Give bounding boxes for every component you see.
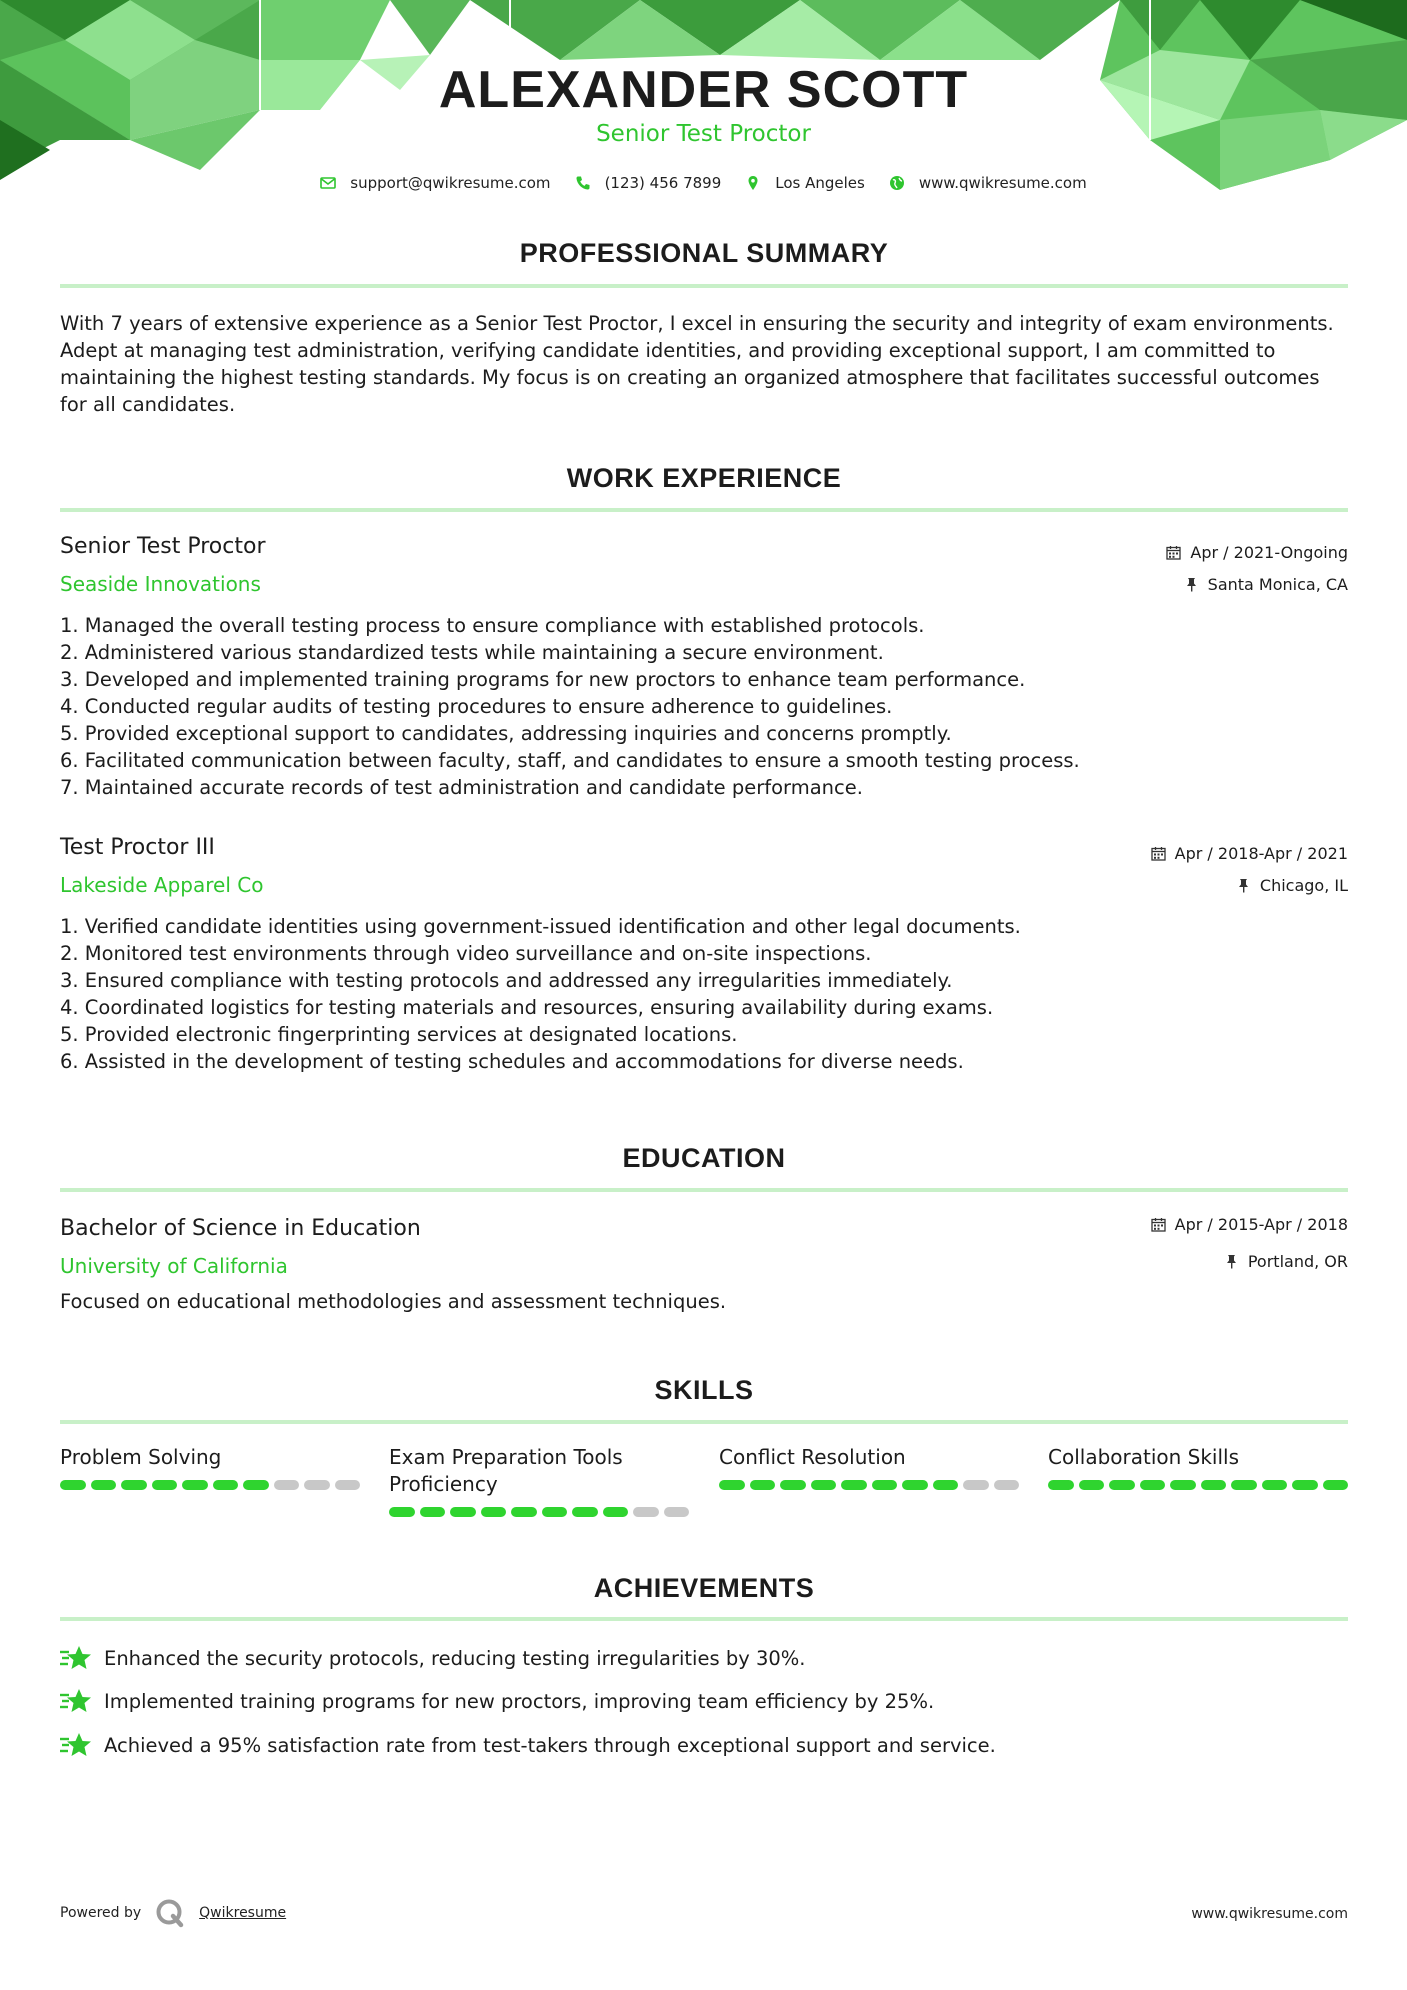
powered-by-label: Powered by	[60, 1905, 142, 1921]
list-item: 1. Verified candidate identities using government-issued identification and other legal documents.	[60, 915, 1021, 938]
skill-level-segment-empty	[335, 1480, 361, 1490]
skill-level-segment-filled	[572, 1507, 598, 1517]
contact-location	[745, 174, 865, 192]
job-dates-text: Apr / 2018-Apr / 2021	[1174, 844, 1348, 863]
list-item: 2. Administered various standardized tests while maintaining a secure environment.	[60, 641, 884, 664]
skill-level-segment-filled	[902, 1480, 928, 1490]
job-location	[1184, 575, 1348, 594]
job-location	[1236, 876, 1348, 895]
skill-level-segment-filled	[389, 1507, 415, 1517]
qwikresume-logo-icon	[155, 1898, 185, 1928]
skill-level-segment-filled	[243, 1480, 269, 1490]
achievement-text: Achieved a 95% satisfaction rate from test-takers through exceptional support and service.	[104, 1733, 996, 1757]
candidate-role: Senior Test Proctor	[596, 121, 811, 147]
star-award-icon	[60, 1686, 92, 1716]
skill-level-segment-filled	[811, 1480, 837, 1490]
skill-level-segment-filled	[152, 1480, 178, 1490]
list-item: 4. Conducted regular audits of testing procedures to ensure adherence to guidelines.	[60, 695, 893, 718]
skill-level-segment-filled	[481, 1507, 507, 1517]
contact-website[interactable]	[889, 174, 1087, 192]
list-item: 1. Managed the overall testing process to ensure compliance with established protocols.	[60, 614, 925, 637]
education-description: Focused on educational methodologies and assessment techniques.	[60, 1290, 727, 1313]
footer-powered-by	[60, 1898, 286, 1928]
skill-level-segment-empty	[274, 1480, 300, 1490]
globe-icon	[889, 175, 905, 191]
achievements-heading: ACHIEVEMENTS	[593, 1573, 815, 1603]
pushpin-icon	[1184, 577, 1199, 592]
skill-level-segment-filled	[91, 1480, 117, 1490]
skill-level-segment-filled	[1201, 1480, 1227, 1490]
skill-level-segment-filled	[1109, 1480, 1135, 1490]
pushpin-icon	[1236, 878, 1251, 893]
experience-heading: WORK EXPERIENCE	[566, 463, 842, 493]
experience-divider	[60, 508, 1348, 512]
list-item: 5. Provided exceptional support to candidates, addressing inquiries and concerns promptly.	[60, 722, 952, 745]
skill-item	[719, 1444, 1019, 1490]
skills-heading: SKILLS	[654, 1375, 754, 1405]
summary-heading: PROFESSIONAL SUMMARY	[519, 238, 889, 268]
skill-name: Conflict Resolution	[719, 1445, 906, 1469]
calendar-icon	[1166, 545, 1181, 560]
education-school: University of California	[60, 1254, 288, 1278]
skill-level-segment-filled	[780, 1480, 806, 1490]
skill-level-bar	[1048, 1480, 1348, 1490]
skill-level-segment-empty	[633, 1507, 659, 1517]
skill-item	[1048, 1444, 1348, 1490]
education-dates-text: Apr / 2015-Apr / 2018	[1174, 1215, 1348, 1234]
list-item: 2. Monitored test environments through video surveillance and on-site inspections.	[60, 942, 872, 965]
skill-level-segment-filled	[719, 1480, 745, 1490]
job-responsibilities	[60, 612, 1348, 801]
summary-divider	[60, 284, 1348, 288]
skill-item	[389, 1444, 689, 1517]
skill-name: Problem Solving	[60, 1445, 222, 1469]
skill-level-bar	[719, 1480, 1019, 1490]
skill-level-segment-empty	[304, 1480, 330, 1490]
skill-level-segment-filled	[182, 1480, 208, 1490]
achievement-text: Enhanced the security protocols, reducing testing irregularities by 30%.	[104, 1646, 806, 1670]
contact-website-text: www.qwikresume.com	[918, 174, 1087, 192]
list-item: 6. Assisted in the development of testing schedules and accommodations for diverse needs.	[60, 1050, 964, 1073]
skill-level-segment-filled	[1140, 1480, 1166, 1490]
pushpin-icon	[1224, 1254, 1239, 1269]
skill-level-bar	[389, 1507, 689, 1517]
skill-level-segment-filled	[511, 1507, 537, 1517]
achievements-divider	[60, 1617, 1348, 1621]
education-location-text: Portland, OR	[1247, 1252, 1348, 1271]
list-item: 5. Provided electronic fingerprinting services at designated locations.	[60, 1023, 738, 1046]
list-item: 4. Coordinated logistics for testing materials and resources, ensuring availability during exams.	[60, 996, 994, 1019]
skill-level-segment-filled	[1048, 1480, 1074, 1490]
skill-item	[60, 1444, 360, 1490]
contact-bar	[0, 174, 1407, 192]
job-location-text: Santa Monica, CA	[1207, 575, 1348, 594]
achievement-item	[60, 1643, 806, 1673]
skill-level-segment-filled	[1170, 1480, 1196, 1490]
star-award-icon	[60, 1643, 92, 1673]
skill-level-segment-filled	[60, 1480, 86, 1490]
achievement-item	[60, 1686, 934, 1716]
skill-level-segment-filled	[603, 1507, 629, 1517]
skill-name: Collaboration Skills	[1048, 1445, 1240, 1469]
education-heading: EDUCATION	[622, 1143, 786, 1173]
skill-level-segment-empty	[994, 1480, 1020, 1490]
skills-divider	[60, 1420, 1348, 1424]
list-item: 3. Ensured compliance with testing protocols and addressed any irregularities immediately.	[60, 969, 953, 992]
education-location	[1224, 1252, 1348, 1271]
contact-email-text: support@qwikresume.com	[350, 174, 551, 192]
skill-level-segment-empty	[664, 1507, 690, 1517]
skill-level-segment-filled	[420, 1507, 446, 1517]
phone-icon	[575, 175, 591, 191]
skill-level-segment-filled	[872, 1480, 898, 1490]
skill-name: Exam Preparation Tools Proficiency	[389, 1445, 623, 1496]
skill-level-segment-filled	[1262, 1480, 1288, 1490]
job-title: Test Proctor III	[60, 835, 215, 860]
job-dates	[1166, 543, 1348, 562]
list-item: 7. Maintained accurate records of test administration and candidate performance.	[60, 776, 863, 799]
calendar-icon	[1151, 846, 1166, 861]
job-dates	[1151, 844, 1348, 863]
footer-website[interactable]: www.qwikresume.com	[1191, 1906, 1348, 1922]
map-marker-icon	[745, 175, 761, 191]
contact-phone-text: (123) 456 7899	[604, 174, 722, 192]
education-dates	[1151, 1215, 1348, 1234]
skill-level-segment-filled	[1323, 1480, 1349, 1490]
job-company: Seaside Innovations	[60, 572, 261, 596]
skill-level-segment-filled	[750, 1480, 776, 1490]
achievement-text: Implemented training programs for new proctors, improving team efficiency by 25%.	[104, 1689, 935, 1713]
contact-email[interactable]	[320, 174, 550, 192]
calendar-icon	[1151, 1217, 1166, 1232]
skill-level-bar	[60, 1480, 360, 1490]
achievement-item	[60, 1730, 996, 1760]
qwikresume-link[interactable]: Qwikresume	[199, 1905, 287, 1921]
skill-level-segment-filled	[1231, 1480, 1257, 1490]
job-company: Lakeside Apparel Co	[60, 873, 264, 897]
contact-location-text: Los Angeles	[775, 174, 865, 192]
skill-level-segment-empty	[963, 1480, 989, 1490]
skill-level-segment-filled	[450, 1507, 476, 1517]
star-award-icon	[60, 1730, 92, 1760]
education-divider	[60, 1188, 1348, 1192]
summary-text: With 7 years of extensive experience as a Senior Test Proctor, I excel in ensuring the security and integrity of exam environments. Adept at managing test administration, verifying candidate identities, and providing exceptional support, I am committed to maintaining the highest testing standards. My focus is on creating an organized atmosphere that facilitates successful outcomes for all candidates.	[60, 312, 1334, 416]
candidate-name: ALEXANDER SCOTT	[438, 61, 969, 119]
envelope-icon	[320, 175, 336, 191]
job-location-text: Chicago, IL	[1259, 876, 1348, 895]
list-item: 6. Facilitated communication between faculty, staff, and candidates to ensure a smooth testing process.	[60, 749, 1080, 772]
education-degree: Bachelor of Science in Education	[60, 1216, 421, 1241]
skill-level-segment-filled	[933, 1480, 959, 1490]
job-dates-text: Apr / 2021-Ongoing	[1190, 543, 1348, 562]
list-item: 3. Developed and implemented training programs for new proctors to enhance team performance.	[60, 668, 1026, 691]
skill-level-segment-filled	[542, 1507, 568, 1517]
contact-phone[interactable]	[575, 174, 722, 192]
job-responsibilities	[60, 913, 1348, 1075]
skill-level-segment-filled	[213, 1480, 239, 1490]
skill-level-segment-filled	[121, 1480, 147, 1490]
skill-level-segment-filled	[1079, 1480, 1105, 1490]
job-title: Senior Test Proctor	[60, 534, 266, 559]
skill-level-segment-filled	[1292, 1480, 1318, 1490]
skill-level-segment-filled	[841, 1480, 867, 1490]
